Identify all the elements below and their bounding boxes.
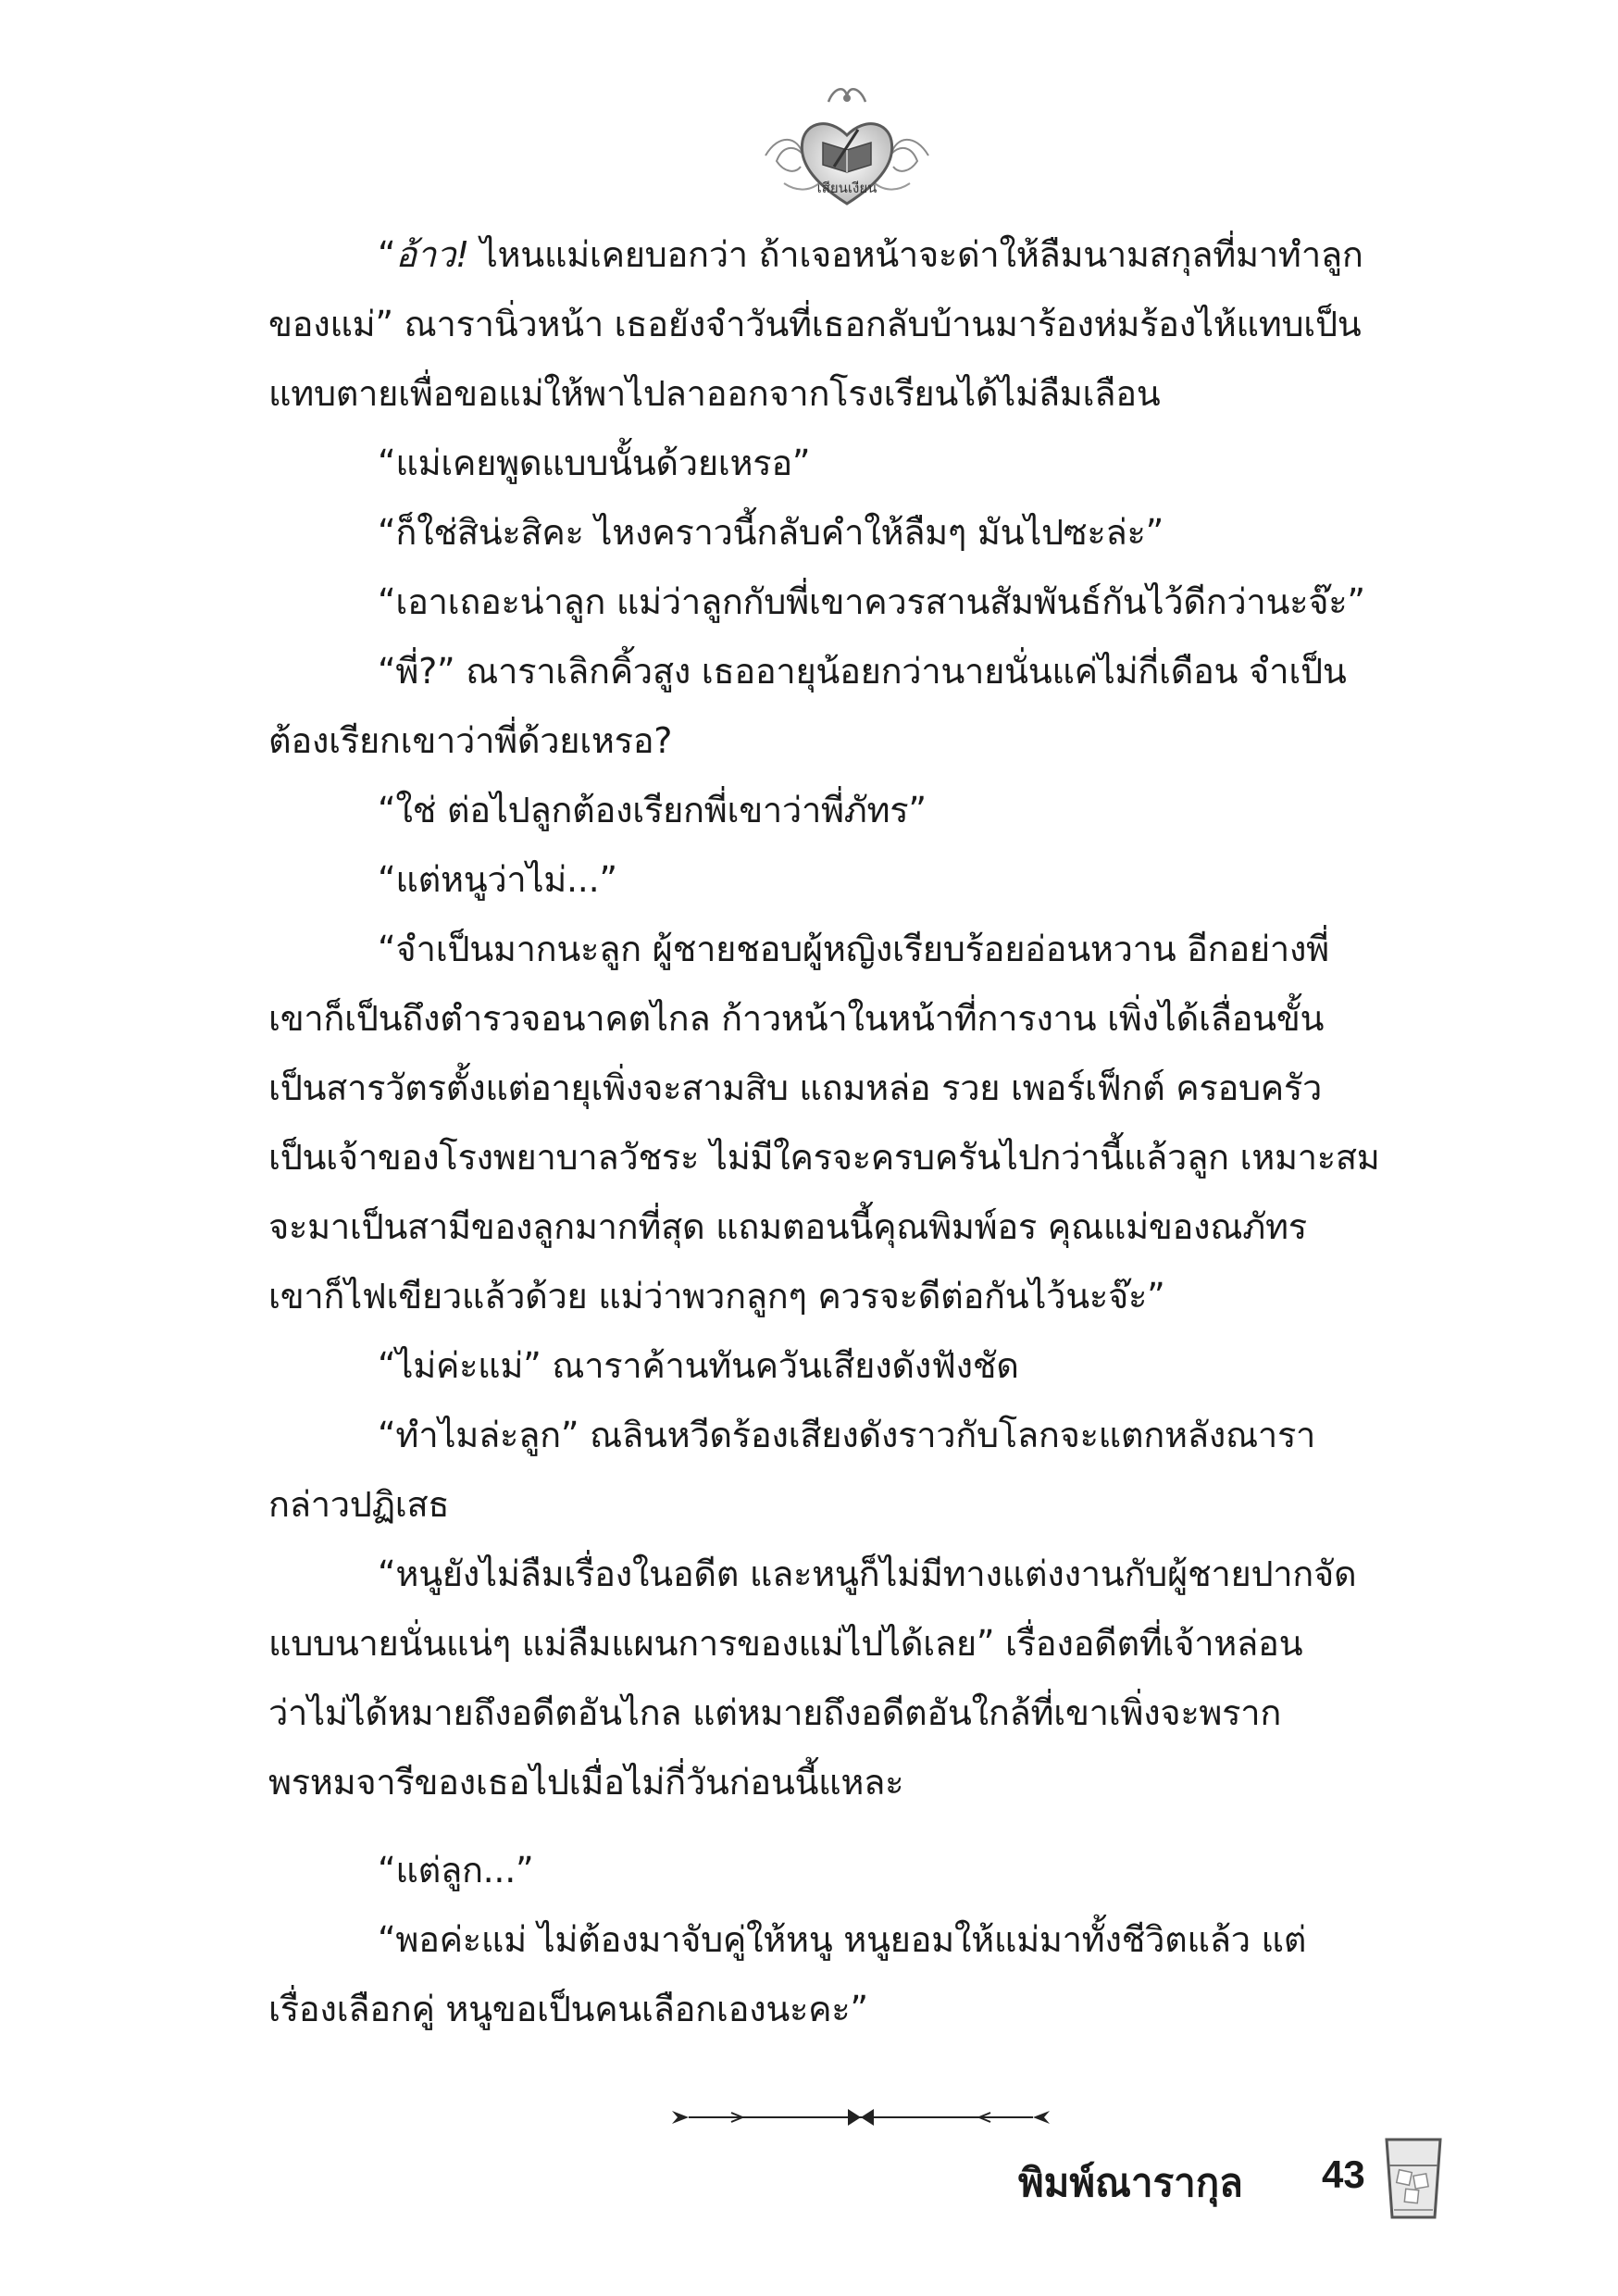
page-number: 43 [1322, 2152, 1365, 2196]
text-line [268, 1748, 1455, 1817]
text-line [268, 776, 1455, 845]
text-line [268, 915, 1455, 984]
text-line [268, 1401, 1455, 1470]
text-line [268, 220, 1455, 290]
text-line [268, 1054, 1455, 1123]
text-run: “หนูยังไม่ลืมเรื่องในอดีต และหนูก็ไม่มีทางแต่งงานกับผู้ชายปากจัด [378, 1554, 1357, 1594]
text-line [268, 359, 1455, 429]
text-line [268, 706, 1455, 776]
paragraph-gap [268, 1817, 1455, 1836]
body-text [268, 220, 1455, 2044]
text-run: จะมาเป็นสามีของลูกมากที่สุด แถมตอนนี้คุณพิมพ์อร คุณแม่ของณภัทร [268, 1206, 1307, 1247]
text-run: “จำเป็นมากนะลูก ผู้ชายชอบผู้หญิงเรียบร้อยอ่อนหวาน อีกอย่างพี่ [378, 929, 1329, 969]
text-line [268, 568, 1455, 637]
page-footer [1018, 2125, 1453, 2236]
divider-ornament [666, 2103, 1055, 2131]
text-line [268, 1123, 1455, 1192]
text-run: เขาก็ไฟเขียวแล้วด้วย แม่ว่าพวกลูกๆ ควรจะดีต่อกันไว้นะจ๊ะ” [268, 1276, 1165, 1316]
text-line [268, 1262, 1455, 1331]
text-run: ไหนแม่เคยบอกว่า ถ้าเจอหน้าจะด่าให้ลืมนามสกุลที่มาทำลูก [468, 234, 1363, 275]
text-run: “แต่หนูว่าไม่...” [378, 859, 617, 900]
emphasis-text: อ้าว! [395, 234, 469, 275]
text-run: กล่าวปฏิเสธ [268, 1484, 450, 1525]
text-run: “ [378, 234, 396, 275]
text-line [268, 498, 1455, 568]
text-run: ว่าไม่ได้หมายถึงอดีตอันไกล แต่หมายถึงอดีตอันใกล้ที่เขาเพิ่งจะพราก [268, 1692, 1282, 1733]
text-line [268, 1975, 1455, 2044]
emblem-text: เสียนเงียน [816, 180, 877, 196]
text-run: ต้องเรียกเขาว่าพี่ด้วยเหรอ? [268, 720, 673, 761]
text-line [268, 1470, 1455, 1540]
text-line [268, 1331, 1455, 1401]
text-line [268, 290, 1455, 359]
text-run: “ไม่ค่ะแม่” ณาราค้านทันควันเสียงดังฟังชัด [378, 1345, 1019, 1386]
text-run: “แต่ลูก...” [378, 1850, 534, 1890]
text-line [268, 1192, 1455, 1262]
text-line [268, 1540, 1455, 1609]
text-run: “เอาเถอะน่าลูก แม่ว่าลูกกับพี่เขาควรสานสัมพันธ์กันไว้ดีกว่านะจ๊ะ” [378, 581, 1365, 622]
text-run: เป็นสารวัตรตั้งแต่อายุเพิ่งจะสามสิบ แถมหล่อ รวย เพอร์เฟ็กต์ ครอบครัว [268, 1067, 1323, 1108]
text-line [268, 637, 1455, 706]
text-line [268, 984, 1455, 1054]
text-run: เรื่องเลือกคู่ หนูขอเป็นคนเลือกเองนะคะ” [268, 1989, 868, 2029]
text-run: “พี่?” ณาราเลิกคิ้วสูง เธออายุน้อยกว่านายนั่นแค่ไม่กี่เดือน จำเป็น [378, 651, 1347, 692]
text-run: แบบนายนั่นแน่ๆ แม่ลืมแผนการของแม่ไปได้เลย” เรื่องอดีตที่เจ้าหล่อน [268, 1623, 1303, 1664]
text-line [268, 1609, 1455, 1678]
text-run: “พอค่ะแม่ ไม่ต้องมาจับคู่ให้หนู หนูยอมให้แม่มาทั้งชีวิตแล้ว แต่ [378, 1919, 1307, 1960]
glass-icon [1381, 2134, 1446, 2223]
text-line [268, 845, 1455, 915]
text-run: “แม่เคยพูดแบบนั้นด้วยเหรอ” [378, 443, 811, 483]
text-run: “ใช่ ต่อไปลูกต้องเรียกพี่เขาว่าพี่ภัทร” [378, 790, 927, 830]
text-run: “ก็ใช่สิน่ะสิคะ ไหงคราวนี้กลับคำให้ลืมๆ มันไปซะล่ะ” [378, 512, 1164, 553]
text-run: “ทำไมล่ะลูก” ณลินหวีดร้องเสียงดังราวกับโลกจะแตกหลังณารา [378, 1415, 1316, 1455]
text-line [268, 1678, 1455, 1748]
text-line [268, 1905, 1455, 1975]
text-line [268, 1836, 1455, 1905]
text-run: แทบตายเพื่อขอแม่ให้พาไปลาออกจากโรงเรียนได้ไม่ลืมเลือน [268, 373, 1161, 414]
text-run: เขาก็เป็นถึงตำรวจอนาคตไกล ก้าวหน้าในหน้าที่การงาน เพิ่งได้เลื่อนขั้น [268, 998, 1325, 1039]
text-line [268, 429, 1455, 498]
text-run: เป็นเจ้าของโรงพยาบาลวัชระ ไม่มีใครจะครบครันไปกว่านี้แล้วลูก เหมาะสม [268, 1137, 1380, 1178]
header-emblem-icon [756, 81, 938, 213]
text-run: พรหมจารีของเธอไปเมื่อไม่กี่วันก่อนนี้แหละ [268, 1762, 904, 1803]
book-title: พิมพ์ณารากุล [1018, 2160, 1243, 2205]
text-run: ของแม่” ณารานิ่วหน้า เธอยังจำวันที่เธอกลับบ้านมาร้องห่มร้องไห้แทบเป็น [268, 304, 1362, 344]
